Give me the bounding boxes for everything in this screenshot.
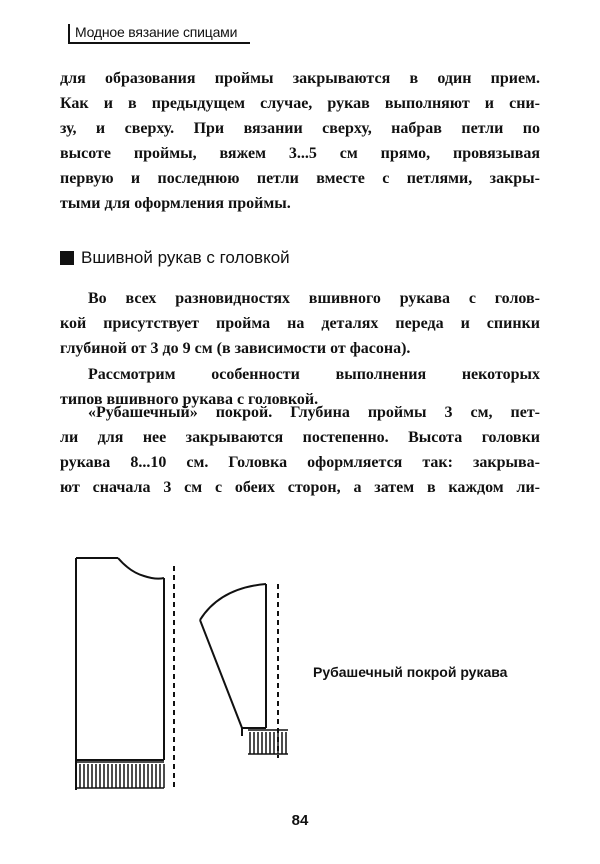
text-line: Во всех разновидностях вшивного рукава с голов- [88, 290, 540, 307]
square-bullet-icon [60, 251, 74, 265]
text-line: зу, и сверху. При вязании сверху, набрав петли по [60, 120, 540, 137]
paragraph-2 [60, 286, 540, 361]
text-line: ют сначала 3 см с обеих сторон, а затем в каждом ли- [60, 479, 540, 496]
header-title: Модное вязание спицами [75, 24, 238, 40]
text-line: глубиной от 3 до 9 см (в зависимости от фасона). [60, 340, 411, 357]
text-line: тыми для оформления проймы. [60, 195, 291, 212]
page-number: 84 [291, 812, 309, 829]
text-line: ли для нее закрываются постепенно. Высота головки [60, 429, 540, 446]
ribbing-sleeve [248, 730, 288, 754]
text-line [60, 400, 540, 425]
shirt-sleeve-pattern-diagram [60, 550, 300, 790]
header-bar [68, 24, 70, 44]
text-line: типов вшивного рукава с головкой. [60, 391, 319, 408]
lead-term: «Рубашечный» покрой. [88, 404, 273, 421]
section-heading [60, 248, 290, 268]
ribbing-body [76, 762, 164, 788]
bodice-piece [76, 558, 174, 790]
figure-caption: Рубашечный покрой рукава [313, 664, 508, 680]
paragraph-4 [60, 400, 540, 500]
paragraph-1 [60, 66, 540, 216]
text-line: высоте проймы, вяжем 3...5 см прямо, провязывая [60, 145, 540, 162]
header-rule [70, 42, 250, 44]
text-line: рукава 8...10 см. Головка оформляется так: закрыва- [60, 454, 540, 471]
text-line: Рассмотрим особенности выполнения некоторых [88, 366, 540, 383]
section-title: Вшивной рукав с головкой [81, 248, 290, 267]
text-line: для образования проймы закрываются в один прием. [60, 70, 540, 87]
lead-rest: Глубина проймы 3 см, пет- [272, 404, 540, 421]
text-line: первую и последнюю петли вместе с петлями, закры- [60, 170, 540, 187]
sleeve-piece [200, 584, 278, 758]
text-line: кой присутствует пройма на деталях переда и спинки [60, 315, 540, 332]
running-header [60, 22, 265, 46]
text-line: Как и в предыдущем случае, рукав выполняют и сни- [60, 95, 540, 112]
